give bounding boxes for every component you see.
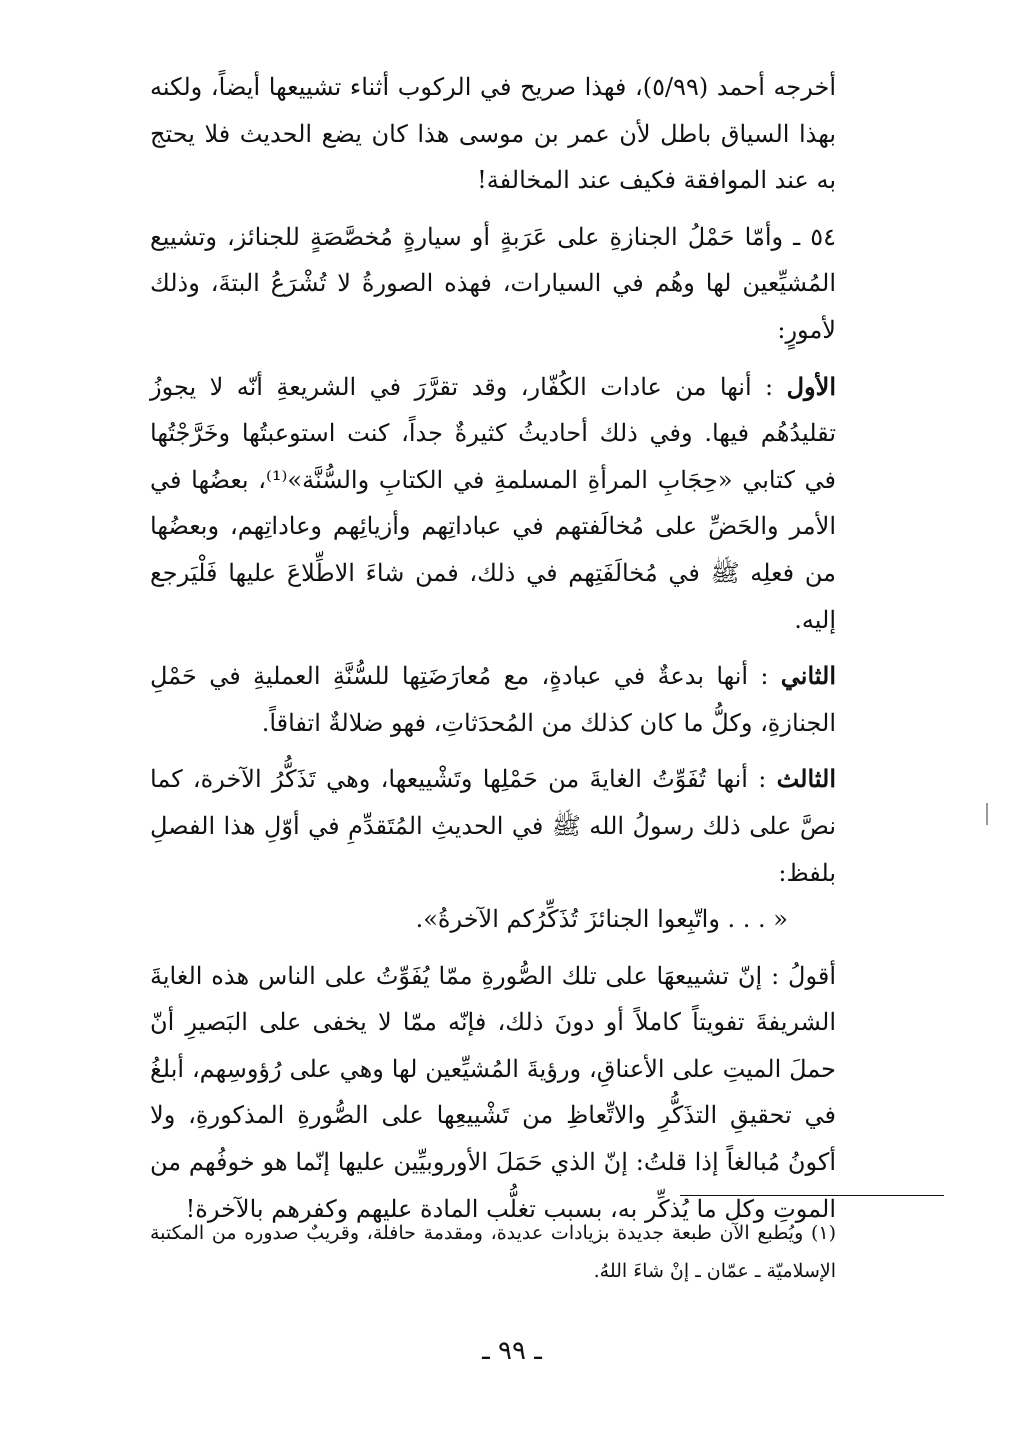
- paragraph-text: أقولُ : إنّ تشييعهَا على تلك الصُّورةِ ممّا يُفَوِّتُ على الناس هذه الغايةَ الشريفةَ تفويتاً كاملاً أو دونَ ذلك، فإنّه ممّا لا يخفى على البَصيرِ أنّ حملَ الميتِ على الأعناقِ، ورؤيةَ المُشيِّعين لها وهي على رُؤوسِهم، أبلغُ في تحقيقِ التذَكُّرِ والاتِّعاظِ من تَشْييعِها على الصُّورةِ المذكورةِ، ولا أكونُ مُبالغاً إذا قلتُ: إنّ الذي حَمَلَ الأوروبيِّين عليها إنّما هو خوفُهم من الموتِ وكل ما يُذكِّر به، بسبب تغلُّب المادة عليهم وكفرهم بالآخرة!: [150, 961, 836, 1223]
- paragraph-third-reason: [150, 756, 836, 896]
- paragraph-text: أخرجه أحمد (٥/٩٩)، فهذا صريح في الركوب أثناء تشييعها أيضاً، ولكنه بهذا السياق باطل لأن عمر بن موسى هذا كان يضع الحديث فلا يحتج به عند الموافقة فكيف عند المخالفة!: [150, 73, 836, 195]
- paragraph-text: : أنها بدعةٌ في عبادةٍ، مع مُعارَضَتِها للسُّنَّةِ العمليةِ في حَمْلِ الجنازةِ، وكلُّ ما كان كذلك من المُحدَثاتِ، فهو ضلالةٌ اتفاقاً.: [150, 662, 836, 737]
- paragraph-hadith-note: [150, 64, 836, 204]
- footnote-separator: [680, 1195, 944, 1196]
- paragraph-lead: الثاني: [780, 661, 836, 691]
- paragraph-text: : أنها من عادات الكُفّار، وقد تقرَّرَ في الشريعةِ أنّه لا يجوزُ تقليدُهُم فيها. وفي ذلك أحاديثُ كثيرةٌ جداً، كنت استوعبتُها وخَرَّجْتُها في كتابي «حِجَابِ المرأةِ المسلمةِ في الكتابِ والسُّنَّة»⁽¹⁾، بعضُها في الأمر والحَضِّ على مُخالَفتهم في عباداتِهم وأزيائِهم وعاداتِهم، وبعضُها من فعلِه ﷺ في مُخالَفَتِهم في ذلك، فمن شاءَ الاطِّلاعَ عليها فَلْيَرجع إليه.: [150, 372, 837, 634]
- paragraph-author-comment: [150, 953, 836, 1233]
- paragraph-text: ٥٤ ـ وأمّا حَمْلُ الجنازةِ على عَرَبةٍ أو سيارةٍ مُخصَّصَةٍ للجنائز، وتشييع المُشيِّعين لها وهُم في السيارات، فهذه الصورةُ لا تُشْرَعُ البتةَ، وذلك لأمورٍ:: [150, 222, 836, 344]
- paragraph-lead: الأول: [786, 371, 836, 401]
- paragraph-text: : أنها تُفَوِّتُ الغايةَ من حَمْلِها وتَشْييعها، وهي تَذَكُّرُ الآخرة، كما نصَّ على ذلك رسولُ الله ﷺ في الحديثِ المُتَقدِّمِ في أوّلِ هذا الفصلِ بلفظ:: [150, 765, 836, 887]
- main-text: [150, 64, 836, 1232]
- scan-edge-mark: [986, 803, 988, 825]
- paragraph-lead: الثالث: [776, 764, 836, 794]
- paragraph-section-54: [150, 214, 836, 354]
- page-number: ـ ٩٩ ـ: [482, 1336, 542, 1366]
- footnote: (١) ويُطبع الآن طبعة جديدة بزيادات عديدة، ومقدمة حافلة، وقريبٌ صدوره من المكتبة الإسلاميّة ـ عمّان ـ إنْ شاءَ اللهُ.: [150, 1222, 836, 1282]
- paragraph-second-reason: [150, 653, 836, 746]
- hadith-quote: « . . . واتّبِعوا الجنائزَ تُذَكِّرُكم الآخرةُ».: [415, 905, 788, 934]
- paragraph-first-reason: [150, 364, 836, 644]
